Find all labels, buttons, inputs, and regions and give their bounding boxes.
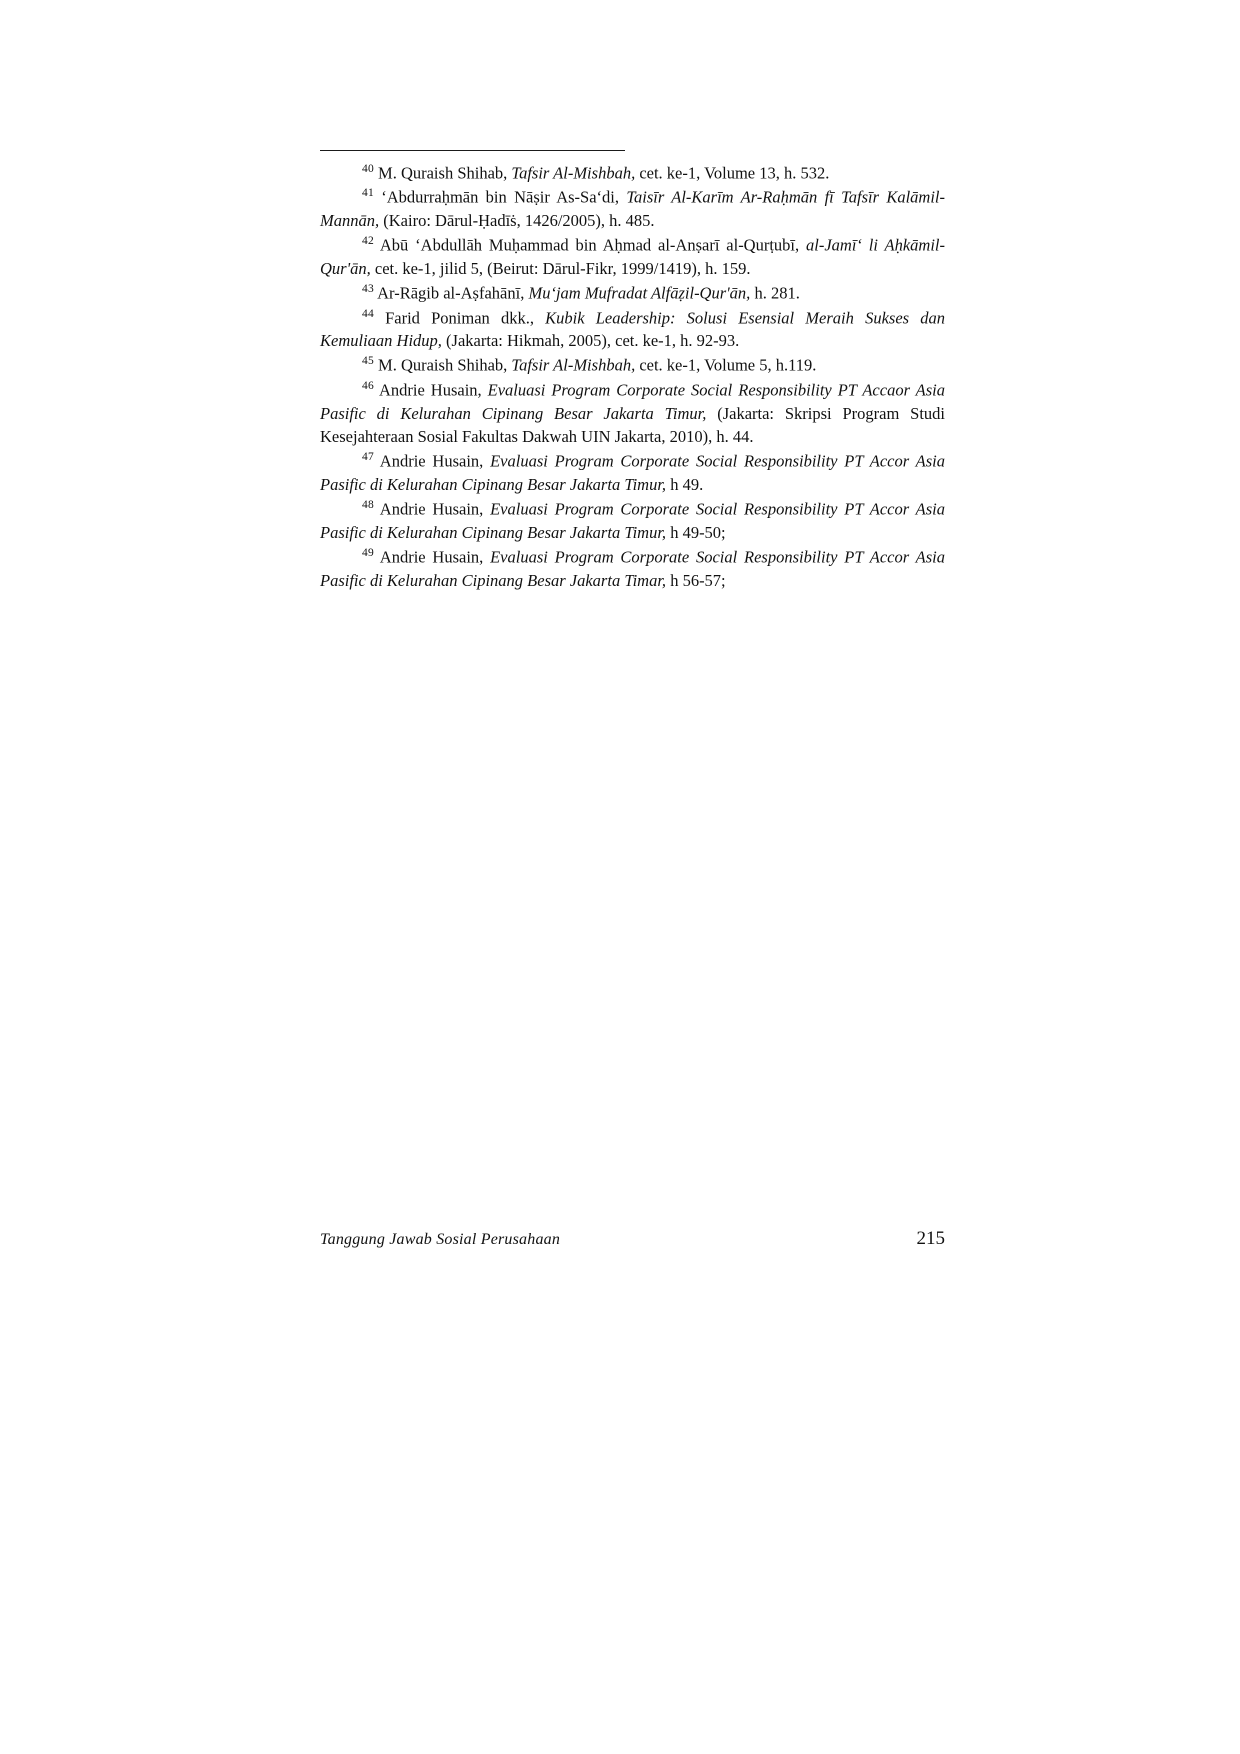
footnote-text: M. Quraish Shihab, (378, 163, 512, 183)
footnote-text: h 49-50; (666, 522, 726, 542)
footnote-entry (320, 497, 945, 544)
page-footer (320, 1228, 945, 1250)
footnote-marker: 43 (362, 283, 374, 296)
footnote-text: cet. ke-1, Volume 5, h.119. (635, 355, 817, 375)
footnote-entry (320, 161, 945, 185)
footnote-title: Evaluasi Program Corporate Social Responsibility PT Accor Asia Pasific di Kelurahan Cipinang Besar Jakarta Timur, (320, 451, 945, 494)
footnote-entry (320, 281, 945, 305)
footnote-text: cet. ke-1, Volume 13, h. 532. (635, 163, 830, 183)
footnote-text: Ar-Rāgib al-Aṣfahānī, (377, 283, 529, 303)
footnote-text: Farid Poniman dkk., (385, 308, 546, 328)
footnote-marker: 48 (362, 498, 374, 511)
footnote-title: Kubik Leadership: Solusi Esensial Meraih Sukses dan Kemuliaan Hidup, (320, 308, 945, 351)
page-number: 215 (916, 1228, 945, 1249)
footnote-title: Taisīr Al-Karīm Ar-Raḥmān fī Tafsīr Kalāmil-Mannān, (320, 187, 945, 231)
footnote-marker: 47 (362, 451, 374, 464)
footnote-entry (320, 378, 945, 449)
footnote-title: Tafsir Al-Mishbah, (511, 163, 636, 183)
running-title: Tanggung Jawab Sosial Perusahaan (320, 1231, 561, 1248)
footnote-text: Andrie Husain, (379, 547, 491, 567)
footnote-list (320, 161, 945, 592)
footnote-entry (320, 449, 945, 496)
footnote-text: (Kairo: Dārul-Ḥadīṡ, 1426/2005), h. 485. (379, 211, 655, 231)
footnote-text: ‘Abdurraḥmān bin Nāṣir As-Sa‘di, (381, 187, 627, 207)
footnote-entry (320, 185, 945, 232)
footnote-entry (320, 306, 945, 353)
footnote-title: Evaluasi Program Corporate Social Responsibility PT Accor Asia Pasific di Kelurahan Cipinang Besar Jakarta Timar, (320, 547, 945, 590)
footnote-marker: 42 (362, 235, 374, 248)
footnote-marker: 40 (362, 163, 374, 175)
footnote-text: M. Quraish Shihab, (378, 355, 512, 375)
footnote-text: (Jakarta: Skripsi Program Studi Kesejahteraan Sosial Fakultas Dakwah UIN Jakarta, 2010), h. 44. (320, 403, 945, 447)
footnote-text: Andrie Husain, (378, 380, 488, 400)
footnote-marker: 44 (362, 307, 374, 320)
footnote-marker: 45 (362, 355, 374, 368)
footnote-text: Andrie Husain, (379, 499, 491, 519)
footnote-entry (320, 353, 945, 377)
footnote-marker: 41 (362, 187, 374, 200)
footnote-marker: 46 (362, 379, 374, 392)
footnote-title: Tafsir Al-Mishbah, (511, 355, 636, 375)
footnote-text: Andrie Husain, (379, 451, 491, 471)
footnote-entry (320, 545, 945, 592)
footnote-marker: 49 (362, 546, 374, 559)
footnote-text: h. 281. (750, 283, 800, 303)
footnote-text: h 56-57; (666, 570, 726, 590)
footnote-entry (320, 233, 945, 280)
footnotes-block (320, 150, 945, 593)
footnote-text: cet. ke-1, jilid 5, (Beirut: Dārul-Fikr, 1999/1419), h. 159. (370, 259, 751, 279)
footnote-text: (Jakarta: Hikmah, 2005), cet. ke-1, h. 92-93. (441, 331, 740, 351)
footnote-title: al-Jamī‘ li Aḥkāmil-Qur'ān, (320, 235, 946, 279)
footnote-title: Evaluasi Program Corporate Social Responsibility PT Accaor Asia Pasific di Kelurahan Cipinang Besar Jakarta Timur, (320, 380, 945, 423)
footnote-title: Evaluasi Program Corporate Social Responsibility PT Accor Asia Pasific di Kelurahan Cipinang Besar Jakarta Timur, (320, 499, 945, 542)
footnote-text: h 49. (666, 474, 704, 494)
footnote-text: Abū ‘Abdullāh Muḥammad bin Aḥmad al-Anṣarī al-Qurṭubī, (379, 235, 807, 255)
footnote-title: Mu‘jam Mufradat Alfāẓil-Qur'ān, (528, 283, 751, 303)
footnote-separator-rule (320, 150, 625, 151)
